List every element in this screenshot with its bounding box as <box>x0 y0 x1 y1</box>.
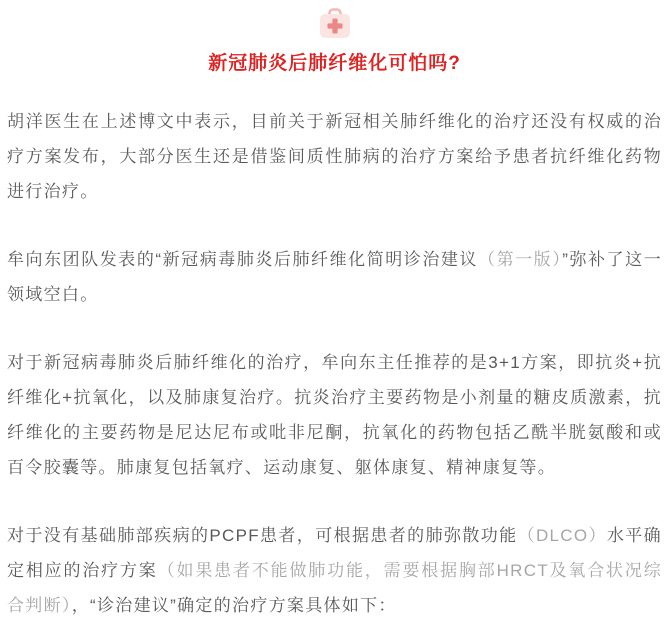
paragraph-4-text-mid: 水平确定相应的治疗方案 <box>7 526 662 580</box>
paragraph-4-muted-note: （如果患者不能做肺功能，需要根据胸部HRCT及氧合状况综合判断） <box>7 561 662 615</box>
paragraph-4-text: 对于没有基础肺部疾病的PCPF患者，可根据患者的肺弥散功能 <box>7 526 518 545</box>
paragraph-4-text-end: ，“诊治建议”确定的治疗方案具体如下： <box>71 596 397 615</box>
paragraph-2-text: 牟向东团队发表的“新冠病毒肺炎后肺纤维化简明诊治建议 <box>7 250 479 269</box>
paragraph-4 <box>7 518 662 623</box>
article-title: 新冠肺炎后肺纤维化可怕吗? <box>208 53 461 74</box>
article-header-icon-row <box>7 8 662 40</box>
paragraph-1 <box>7 104 662 209</box>
first-aid-kit-icon <box>318 8 352 39</box>
paragraph-3-text: 对于新冠病毒肺炎后肺纤维化的治疗，牟向东主任推荐的是3+1方案，即抗炎+抗纤维化+抗氧化，以及肺康复治疗。抗炎治疗主要药物是小剂量的糖皮质激素，抗纤维化的主要药物是尼达尼布或吡非尼酮，抗氧化的药物包括乙酰半胱氨酸和或百令胶囊等。肺康复包括氧疗、运动康复、躯体康复、精神康复等。 <box>7 353 662 477</box>
paragraph-4-muted-dlco: （DLCO） <box>517 526 607 545</box>
paragraph-2-muted-note: （第一版） <box>478 250 563 269</box>
paragraph-3 <box>7 345 662 485</box>
paragraph-1-text: 胡洋医生在上述博文中表示，目前关于新冠相关肺纤维化的治疗还没有权威的治疗方案发布，大部分医生还是借鉴间质性肺病的治疗方案给予患者抗纤维化药物进行治疗。 <box>7 112 662 201</box>
paragraph-2-text-end: ”弥补了这一领域空白。 <box>7 250 663 304</box>
paragraph-2 <box>7 242 662 312</box>
